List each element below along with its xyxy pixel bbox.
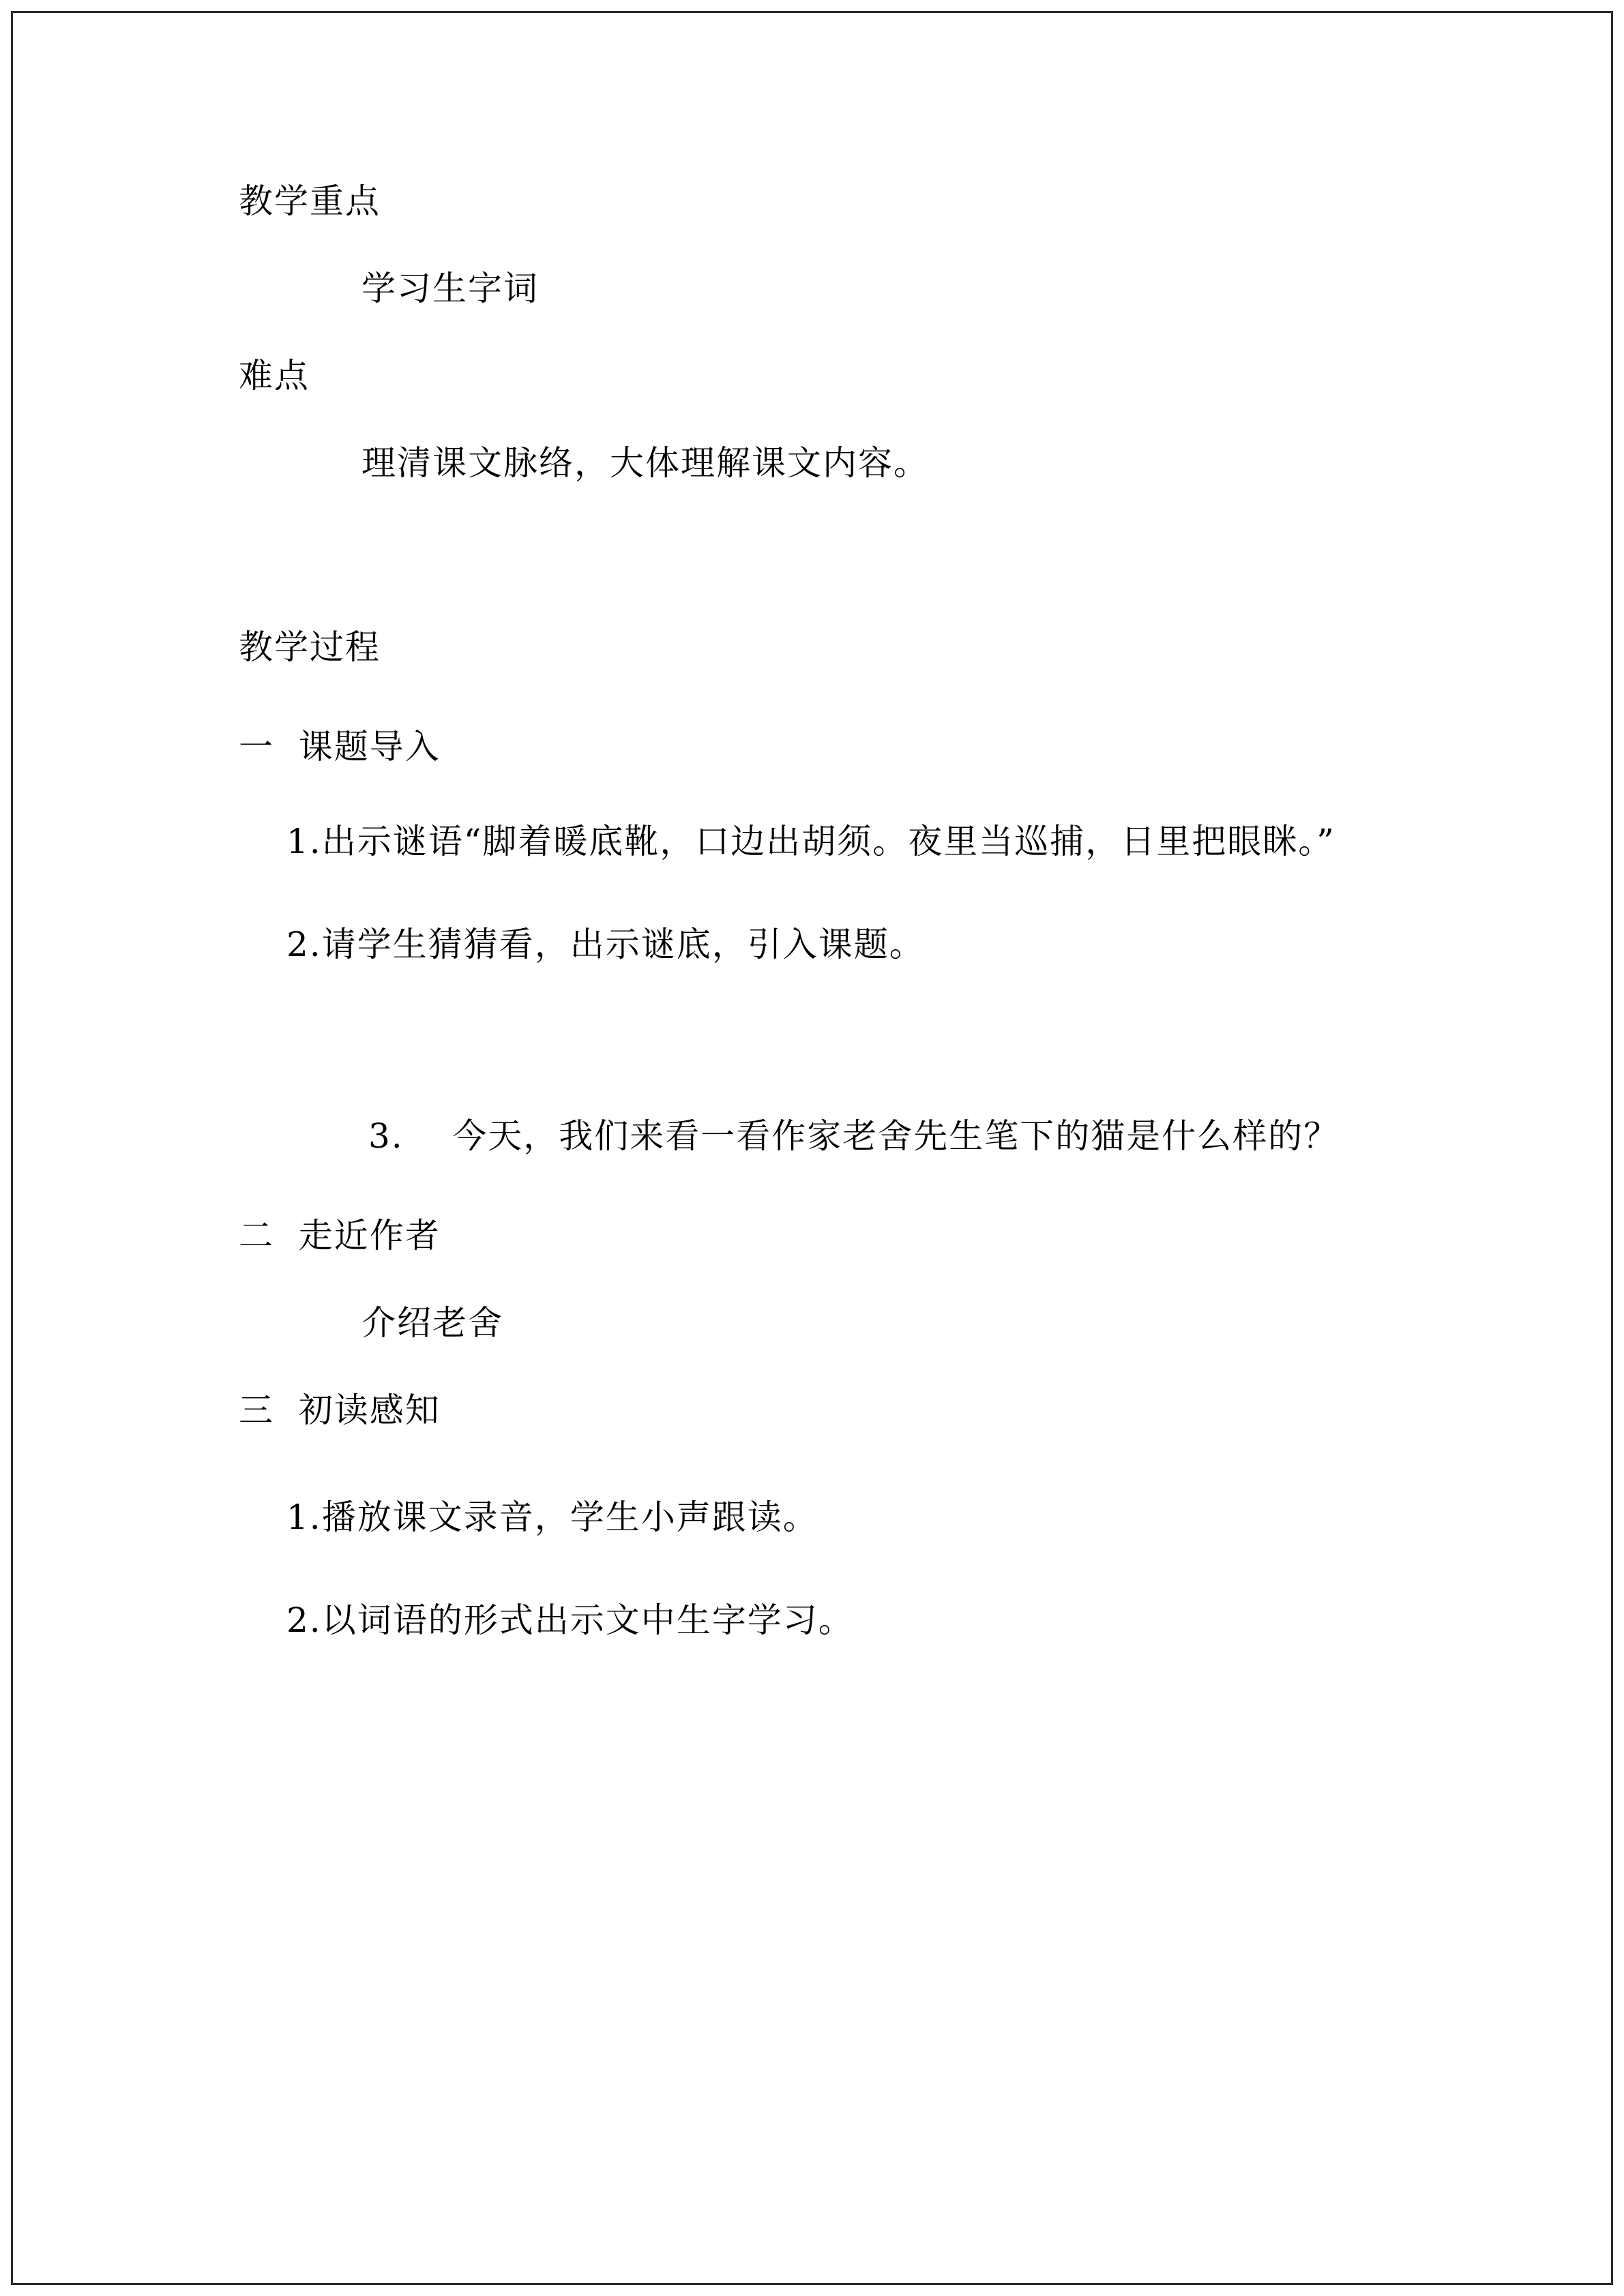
- spacer: [239, 1542, 1398, 1596]
- heading-teaching-process: 教学过程: [239, 627, 381, 667]
- heading-section-two: 二 走近作者: [239, 1216, 441, 1255]
- spacer: [239, 1427, 1398, 1493]
- heading-section-three: 三 初读感知: [239, 1390, 441, 1430]
- spacer-large: [239, 969, 1398, 1119]
- text-step-2-vocabulary: 2.以词语的形式出示文中生字学习。: [286, 1600, 854, 1640]
- text-step-2-guess: 2.请学生猜猜看，出示谜底，引入课题。: [286, 924, 925, 964]
- heading-difficulty: 难点: [239, 356, 310, 396]
- text-introduce-laoshe: 介绍老舍: [361, 1303, 503, 1343]
- text-learn-new-words: 学习生字词: [361, 269, 539, 308]
- spacer: [239, 1340, 1398, 1393]
- spacer-large: [239, 480, 1398, 630]
- heading-section-one: 一 课题导入: [239, 727, 441, 766]
- text-difficulty-detail: 理清课文脉络，大体理解课文内容。: [361, 443, 929, 483]
- spacer: [239, 1153, 1398, 1219]
- spacer: [239, 664, 1398, 730]
- spacer: [239, 305, 1398, 359]
- document-body: [239, 181, 1398, 1645]
- heading-teaching-focus: 教学重点: [239, 181, 381, 221]
- spacer: [239, 393, 1398, 446]
- text-step-1-riddle: 1.出示谜语“脚着暖底靴，口边出胡须。夜里当巡捕，日里把眼眯。”: [286, 822, 1335, 861]
- text-step-3-laoshe-cat: 3. 今天，我们来看一看作家老舍先生笔下的猫是什么样的？: [368, 1116, 1340, 1156]
- spacer: [239, 218, 1398, 271]
- spacer: [239, 764, 1398, 817]
- spacer: [239, 867, 1398, 920]
- text-step-1-audio: 1.播放课文录音，学生小声跟读。: [286, 1497, 818, 1537]
- spacer: [239, 1253, 1398, 1306]
